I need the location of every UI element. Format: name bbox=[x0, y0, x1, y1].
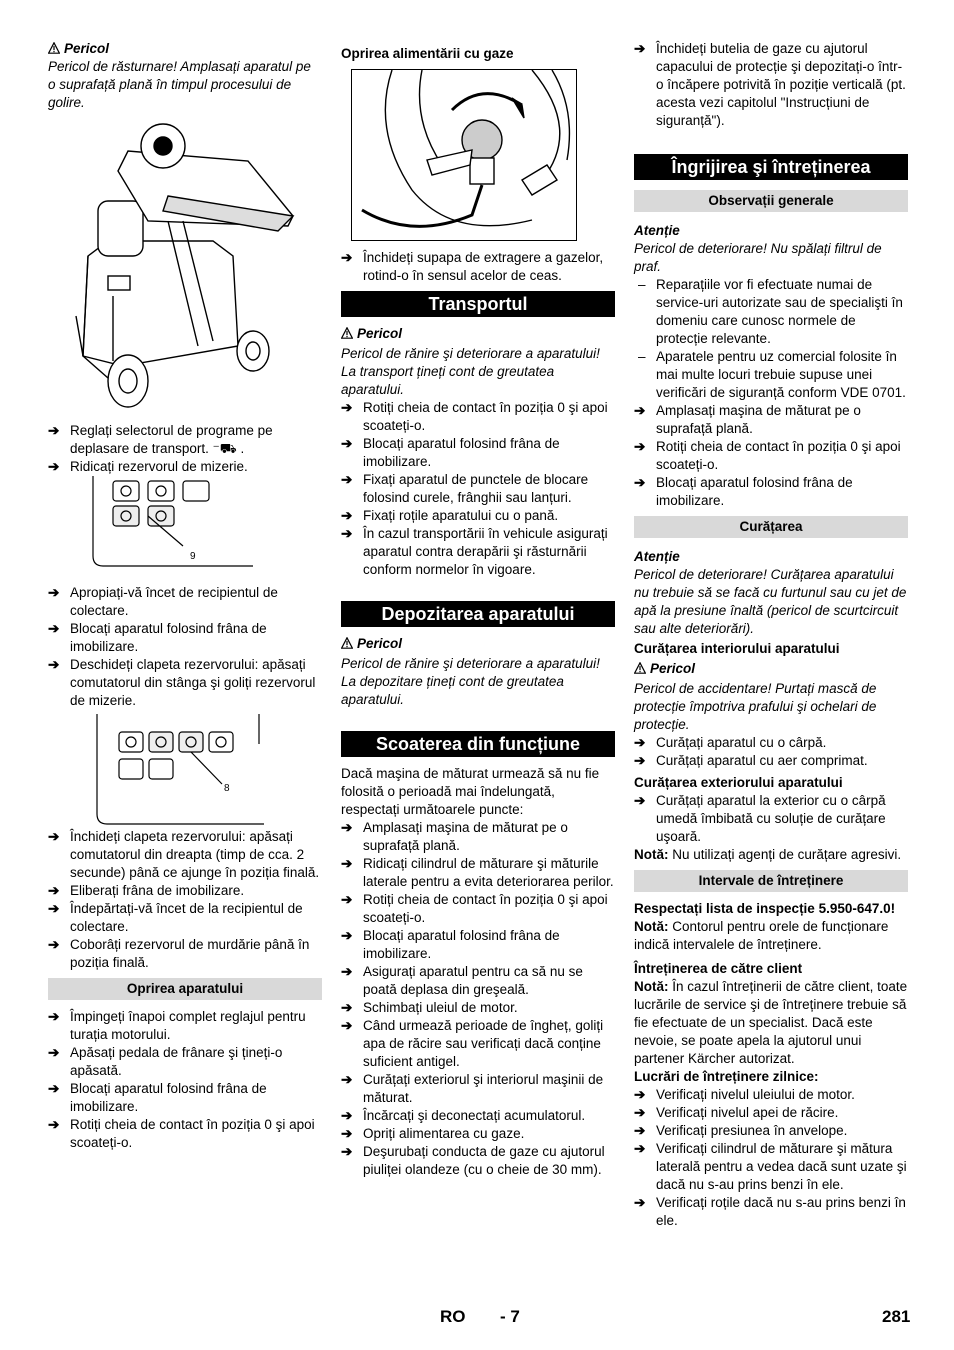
arrow-icon: ➔ bbox=[634, 475, 646, 490]
arrow-icon: ➔ bbox=[634, 1087, 646, 1102]
warning-icon bbox=[341, 327, 353, 339]
list-item: ➔ Blocați aparatul folosind frâna de imobilizare. bbox=[341, 928, 560, 961]
daily-heading: Lucrări de întreținere zilnice: bbox=[634, 1069, 819, 1084]
list-item: ➔ Încărcați şi deconectați acumulatorul. bbox=[341, 1108, 586, 1123]
arrow-icon: ➔ bbox=[48, 1045, 60, 1060]
warning-text: Pericol de răsturnare! Amplasați aparatul pe o suprafață plană în timpul procesului de golire. bbox=[48, 59, 311, 110]
interior-heading: Curățarea interiorului aparatului bbox=[634, 641, 840, 656]
list-item: ➔ Schimbați uleiul de motor. bbox=[341, 1000, 518, 1015]
list-item: ➔ Rotiți cheia de contact în poziția 0 şi apoi scoateți-o. bbox=[48, 1117, 315, 1150]
list-item: ➔ Curățați exteriorul şi interiorul maşinii de măturat. bbox=[341, 1072, 604, 1105]
arrow-icon: ➔ bbox=[634, 1123, 646, 1138]
attention-text: Pericol de deteriorare! Curățarea aparatului nu trebuie să se facă cu furtunul sau cu jet de apă la presiune înaltă (pericol de scurtcircuit sau alte deteriorări). bbox=[634, 567, 907, 636]
arrow-icon: ➔ bbox=[634, 41, 646, 56]
switch-panel-illustration-2 bbox=[94, 714, 274, 826]
list-item: ➔ Reglați selectorul de programe pe deplasare de transport. ⁻⛟ . bbox=[48, 423, 273, 456]
arrow-icon: ➔ bbox=[634, 735, 646, 750]
figure-label: 8 bbox=[224, 783, 230, 794]
section-title-decommission: Scoaterea din funcțiune bbox=[341, 731, 615, 757]
arrow-icon: ➔ bbox=[48, 1117, 60, 1132]
arrow-icon: ➔ bbox=[341, 400, 353, 415]
arrow-icon: ➔ bbox=[48, 1081, 60, 1096]
arrow-icon: ➔ bbox=[341, 892, 353, 907]
arrow-icon: ➔ bbox=[341, 250, 353, 265]
arrow-icon: ➔ bbox=[341, 820, 353, 835]
arrow-icon: ➔ bbox=[48, 585, 60, 600]
attention-heading: Atenție bbox=[634, 223, 680, 238]
customer-note: Notă: În cazul întreținerii de către client, toate lucrările de service şi de întreținere trebuie să fie efectuate de un specialist. Dacă este nevoie, se poate apela la ajutorul unui partener Kärcher autorizat. bbox=[634, 979, 908, 1066]
list-item: ➔ Îndepărtați-vă încet de la recipientul de colectare. bbox=[48, 901, 303, 934]
list-item: ➔ Împingeți înapoi complet reglajul pentru turația motorului. bbox=[48, 1009, 306, 1042]
list-item: ➔ Apăsați pedala de frânare şi țineți-o apăsată. bbox=[48, 1045, 283, 1078]
list-item: ➔ Rotiți cheia de contact în poziția 0 şi apoi scoateți-o. bbox=[341, 400, 608, 433]
figure-label: 9 bbox=[190, 551, 196, 562]
footer-local-page: - 7 bbox=[500, 1307, 520, 1326]
list-item: ➔ Rotiți cheia de contact în poziția 0 şi apoi scoateți-o. bbox=[341, 892, 608, 925]
list-item: ➔ Verificați roțile dacă nu s-au prins benzi în ele. bbox=[634, 1195, 906, 1228]
intervals-note: Notă: Contorul pentru orele de funcționare indică intervalele de întreținere. bbox=[634, 919, 889, 952]
list-item: ➔ Blocați aparatul folosind frâna de imobilizare. bbox=[341, 436, 560, 469]
list-item: ➔ Curățați aparatul cu aer comprimat. bbox=[634, 753, 868, 768]
switch-panel-illustration-1 bbox=[88, 476, 268, 576]
arrow-icon: ➔ bbox=[634, 753, 646, 768]
arrow-icon: ➔ bbox=[48, 829, 60, 844]
warning-text: Pericol de rănire şi deteriorare a aparatului! La transport țineți cont de greutatea aparatului. bbox=[341, 346, 600, 397]
arrow-icon: ➔ bbox=[634, 1195, 646, 1210]
list-item: ➔ Coborâți rezervorul de murdărie până în poziția finală. bbox=[48, 937, 310, 970]
section-heading-general: Observații generale bbox=[634, 190, 908, 212]
section-heading-intervals: Intervale de întreținere bbox=[634, 870, 908, 892]
footer-page-number: 281 bbox=[882, 1307, 911, 1326]
arrow-icon: ➔ bbox=[341, 1126, 353, 1141]
list-item: ➔ În cazul transportării în vehicule asigurați aparatul contra derapării şi răsturnării conform normelor în vigoare. bbox=[341, 526, 608, 577]
list-item: ➔ Amplasați maşina de măturat pe o suprafață plană. bbox=[341, 820, 568, 853]
exterior-note: Notă: Nu utilizați agenți de curățare agresivi. bbox=[634, 847, 902, 862]
list-item: ➔ Blocați aparatul folosind frâna de imobilizare. bbox=[634, 475, 853, 508]
customer-heading: Întreținerea de către client bbox=[634, 961, 803, 976]
list-item: – Aparatele pentru uz comercial folosite în mai multe locuri trebuie supuse unei verificări de siguranță conform VDE 0701. bbox=[638, 349, 906, 400]
list-item: – Reparațiile vor fi efectuate numai de service-uri autorizate sau de specialişti în domeniu care cunosc normele de protecție relevante. bbox=[638, 277, 903, 346]
gas-valve-illustration bbox=[351, 69, 577, 241]
arrow-icon: ➔ bbox=[48, 657, 60, 672]
list-item: ➔ Verificați nivelul uleiului de motor. bbox=[634, 1087, 855, 1102]
section-title-storage: Depozitarea aparatului bbox=[341, 601, 615, 627]
warning-heading: Pericol bbox=[341, 635, 615, 653]
list-item: ➔ Curățați aparatul cu o cârpă. bbox=[634, 735, 827, 750]
warning-text: Pericol de rănire şi deteriorare a aparatului! La depozitare țineți cont de greutatea aparatului. bbox=[341, 656, 600, 707]
warning-heading: Pericol bbox=[341, 325, 615, 343]
gas-heading: Oprirea alimentării cu gaze bbox=[341, 46, 514, 61]
arrow-icon: ➔ bbox=[341, 472, 353, 487]
steps-a bbox=[48, 422, 322, 476]
list-item: ➔ Rotiți cheia de contact în poziția 0 şi apoi scoateți-o. bbox=[634, 439, 901, 472]
arrow-icon: ➔ bbox=[341, 1018, 353, 1033]
footer-language: RO bbox=[440, 1307, 466, 1326]
list-item: ➔ Fixați aparatul de punctele de blocare folosind curele, frânghii sau lanțuri. bbox=[341, 472, 589, 505]
steps-d bbox=[48, 1008, 322, 1152]
column-left bbox=[48, 40, 322, 1152]
list-item: ➔ Când urmează perioade de îngheț, goliți apa de răcire sau verificați dacă conține suficient antigel. bbox=[341, 1018, 604, 1069]
arrow-icon: ➔ bbox=[48, 1009, 60, 1024]
arrow-icon: ➔ bbox=[634, 403, 646, 418]
decom-steps bbox=[341, 819, 615, 1179]
arrow-icon: ➔ bbox=[634, 1141, 646, 1156]
list-item: ➔ Închideți clapeta rezervorului: apăsați comutatorul din dreapta (timp de cca. 2 secunde) până ce ajunge în poziția finală. bbox=[48, 829, 320, 880]
arrow-icon: ➔ bbox=[48, 901, 60, 916]
arrow-icon: ➔ bbox=[341, 1000, 353, 1015]
general-steps bbox=[634, 402, 908, 510]
warning-text: Pericol de accidentare! Purtați mască de protecție împotriva prafului şi ochelari de protecție. bbox=[634, 681, 877, 732]
steps-b bbox=[48, 584, 322, 710]
transport-mode-icon: ⁻⛟ . bbox=[212, 441, 245, 456]
warning-heading: Pericol bbox=[48, 40, 322, 58]
daily-steps bbox=[634, 1086, 908, 1230]
list-item: ➔ Asigurați aparatul pentru ca să nu se poată deplasa din greşeală. bbox=[341, 964, 583, 997]
list-item: ➔ Ridicați cilindrul de măturare şi măturile laterale pentru a evita deteriorarea perilor. bbox=[341, 856, 614, 889]
transport-steps bbox=[341, 399, 615, 579]
arrow-icon: ➔ bbox=[341, 928, 353, 943]
list-item: ➔ Apropiați-vă încet de recipientul de colectare. bbox=[48, 585, 278, 618]
arrow-icon: ➔ bbox=[341, 508, 353, 523]
list-item: ➔ Închideți butelia de gaze cu ajutorul capacului de protecție şi depozitați-o într-o încăpere potrivită în poziție verticală (pt. acesta vezi capitolul "Instrucțiuni de siguranță"). bbox=[634, 41, 906, 128]
warning-icon bbox=[48, 42, 60, 54]
arrow-icon: ➔ bbox=[341, 1108, 353, 1123]
arrow-icon: ➔ bbox=[48, 423, 60, 438]
section-heading-cleaning: Curățarea bbox=[634, 516, 908, 538]
attention-text: Pericol de deteriorare! Nu spălați filtrul de praf. bbox=[634, 241, 882, 274]
warning-icon bbox=[341, 637, 353, 649]
list-item: ➔ Ridicați rezervorul de mizerie. bbox=[48, 459, 248, 474]
list-item: ➔ Deschideți clapeta rezervorului: apăsați comutatorul din stânga şi goliți rezervorul de mizerie. bbox=[48, 657, 316, 708]
section-title-transport: Transportul bbox=[341, 291, 615, 317]
arrow-icon: ➔ bbox=[634, 793, 646, 808]
decom-intro: Dacă maşina de măturat urmează să nu fie folosită o perioadă mai îndelungată, respectați următoarele puncte: bbox=[341, 766, 600, 817]
column-right bbox=[634, 40, 908, 1230]
attention-heading: Atenție bbox=[634, 549, 680, 564]
arrow-icon: ➔ bbox=[341, 856, 353, 871]
steps-c bbox=[48, 828, 322, 972]
list-item: ➔ Blocați aparatul folosind frâna de imobilizare. bbox=[48, 1081, 267, 1114]
list-item: ➔ Deşurubați conducta de gaze cu ajutorul piuliței olandeze (cu o cheie de 30 mm). bbox=[341, 1144, 605, 1177]
list-item: ➔ Verificați presiunea în anvelope. bbox=[634, 1123, 848, 1138]
arrow-icon: ➔ bbox=[634, 439, 646, 454]
list-item: ➔ Verificați cilindrul de măturare şi mătura laterală pentru a vedea dacă sunt uzate şi dacă nu s-au prins benzi în ele. bbox=[634, 1141, 907, 1192]
warning-heading: Pericol bbox=[634, 660, 908, 678]
arrow-icon: ➔ bbox=[341, 964, 353, 979]
arrow-icon: ➔ bbox=[341, 526, 353, 541]
arrow-icon: ➔ bbox=[341, 1144, 353, 1159]
list-item: ➔ Amplasați maşina de măturat pe o suprafață plană. bbox=[634, 403, 861, 436]
checklist-reference: Respectați lista de inspecție 5.950-647.0! bbox=[634, 901, 896, 916]
list-item: ➔ Fixați roțile aparatului cu o pană. bbox=[341, 508, 559, 523]
arrow-icon: ➔ bbox=[48, 459, 60, 474]
gas-steps-cont bbox=[634, 40, 908, 130]
section-title-maintenance: Îngrijirea şi întreținerea bbox=[634, 154, 908, 180]
section-heading-oprirea: Oprirea aparatului bbox=[48, 978, 322, 1000]
list-item: ➔ Verificați nivelul apei de răcire. bbox=[634, 1105, 839, 1120]
dash-list bbox=[634, 276, 908, 402]
interior-steps bbox=[634, 734, 908, 770]
exterior-heading: Curățarea exteriorului aparatului bbox=[634, 775, 843, 790]
column-middle bbox=[341, 40, 615, 1179]
arrow-icon: ➔ bbox=[48, 621, 60, 636]
arrow-icon: ➔ bbox=[48, 883, 60, 898]
arrow-icon: ➔ bbox=[341, 436, 353, 451]
arrow-icon: ➔ bbox=[634, 1105, 646, 1120]
list-item: ➔ Curățați aparatul la exterior cu o cârpă umedă îmbibată cu soluție de curățare uşoară. bbox=[634, 793, 886, 844]
machine-tipping-illustration bbox=[48, 116, 322, 416]
list-item: ➔ Opriți alimentarea cu gaze. bbox=[341, 1126, 525, 1141]
warning-icon bbox=[634, 662, 646, 674]
list-item: ➔ Blocați aparatul folosind frâna de imobilizare. bbox=[48, 621, 267, 654]
arrow-icon: ➔ bbox=[341, 1072, 353, 1087]
exterior-steps bbox=[634, 792, 908, 846]
list-item: ➔ Închideți supapa de extragere a gazelor, rotind-o în sensul acelor de ceas. bbox=[341, 250, 604, 283]
arrow-icon: ➔ bbox=[48, 937, 60, 952]
list-item: ➔ Eliberați frâna de imobilizare. bbox=[48, 883, 245, 898]
gas-steps bbox=[341, 249, 615, 285]
